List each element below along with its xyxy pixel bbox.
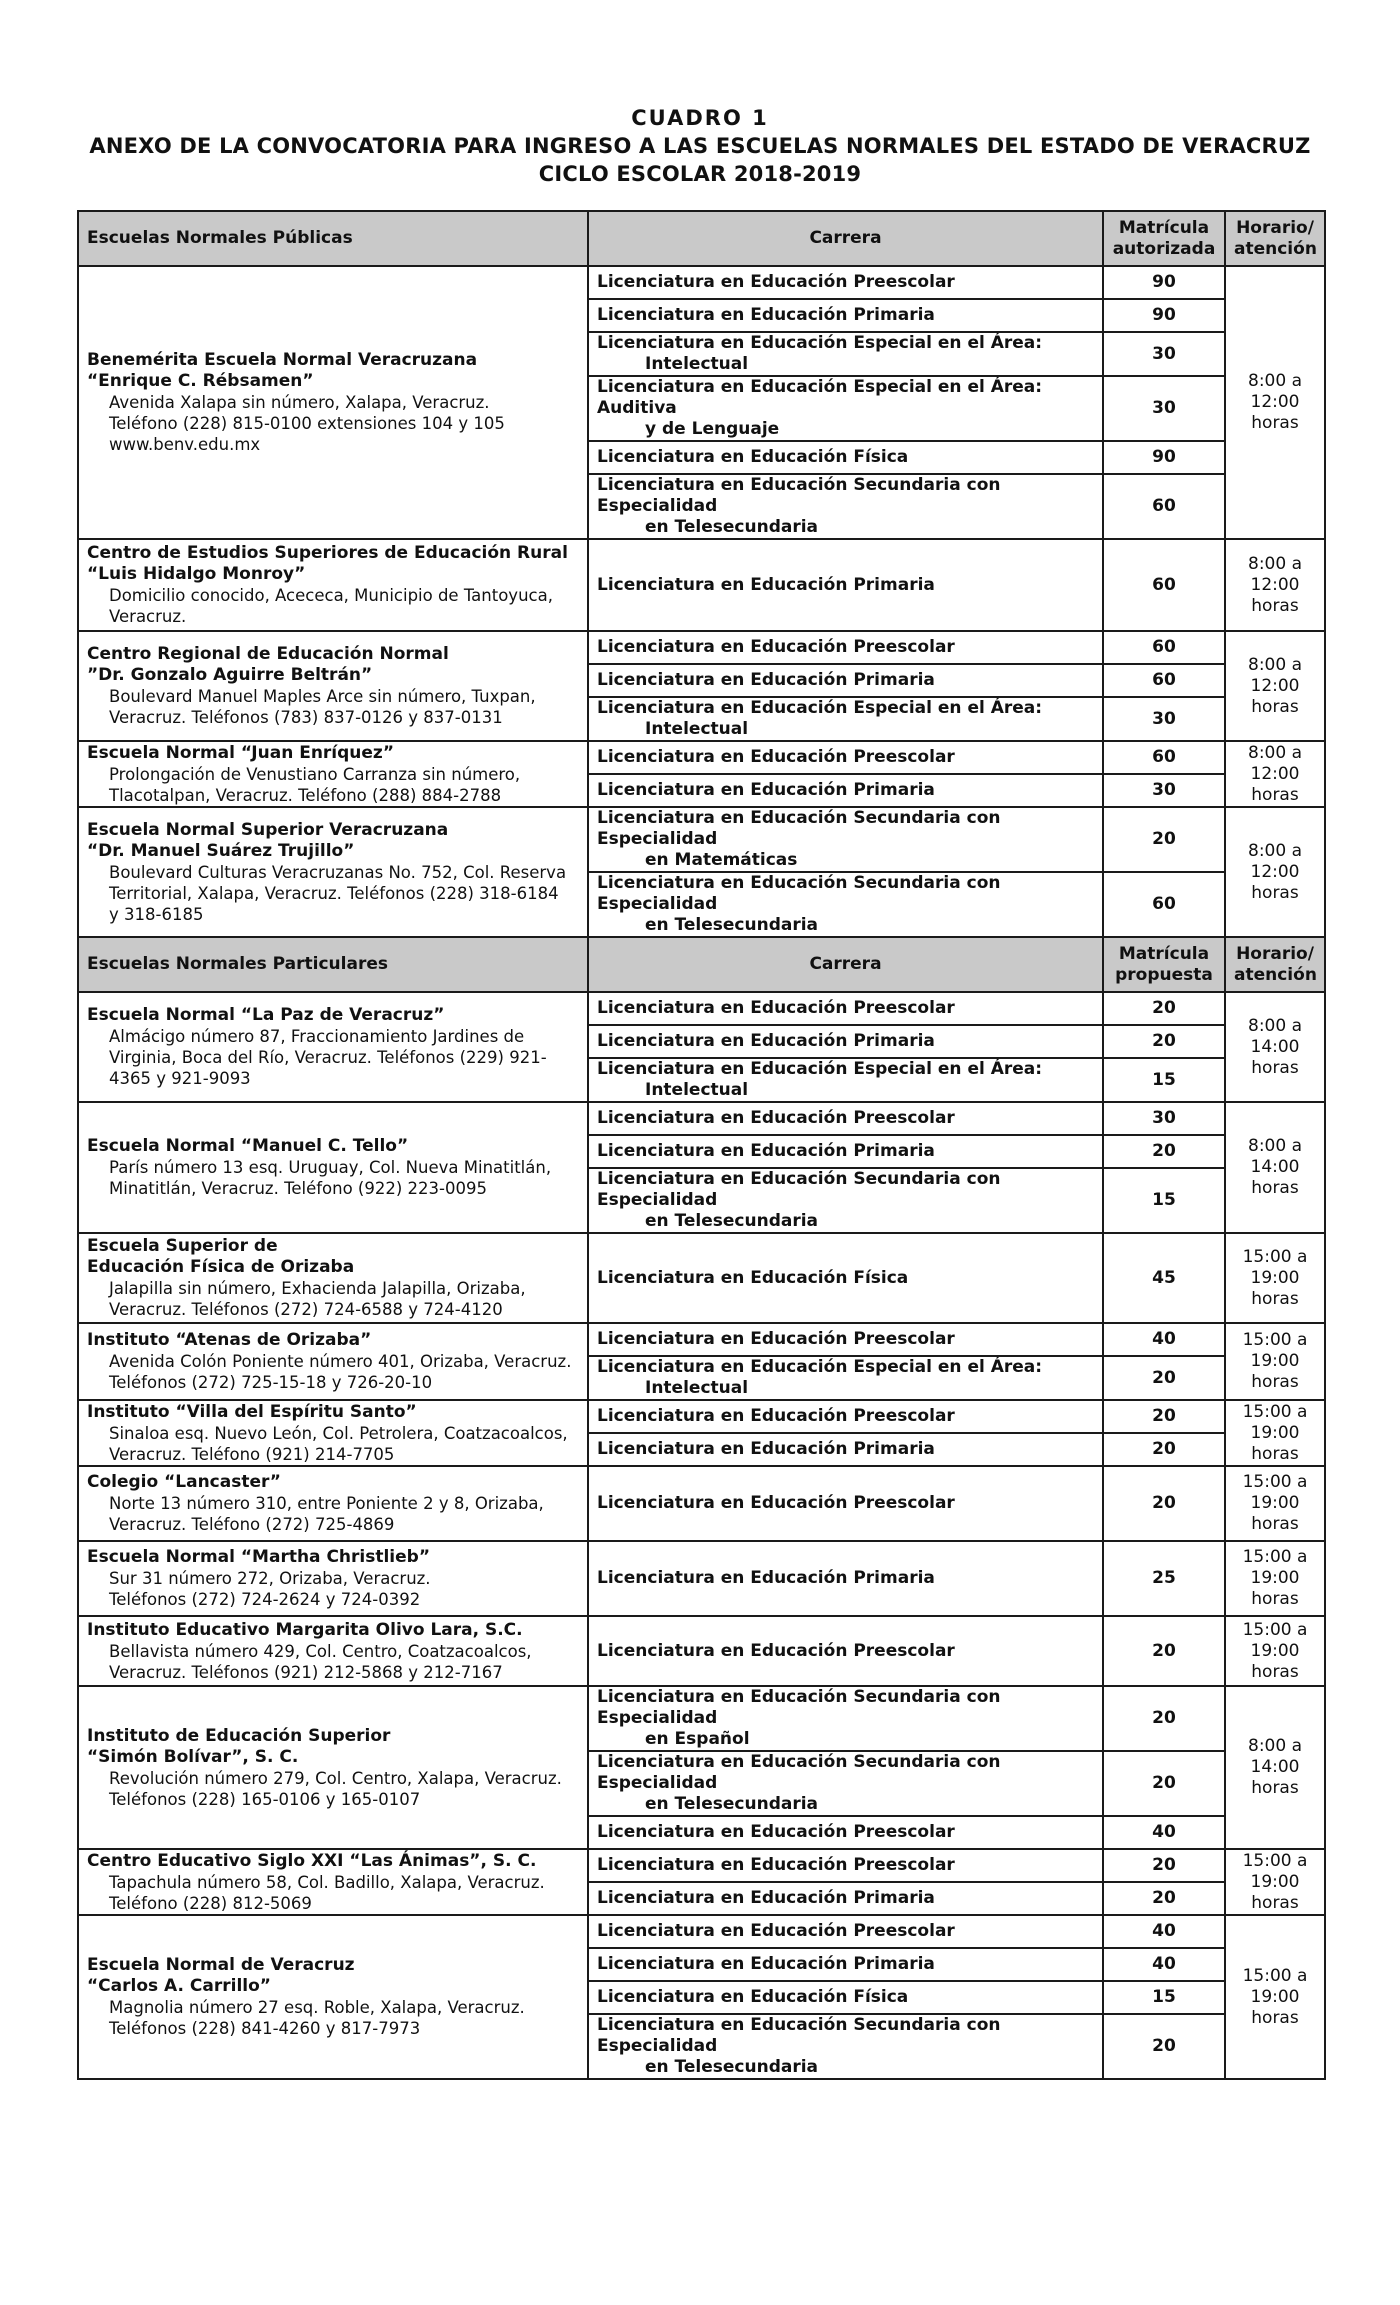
table-row	[78, 807, 1325, 872]
carrera-cell	[588, 741, 1103, 774]
carrera-label: Licenciatura en Educación Secundaria con Especialidad	[597, 873, 1001, 914]
carrera-label: Licenciatura en Educación Especial en el Área:	[597, 698, 1043, 718]
carrera-label: Licenciatura en Educación Secundaria con Especialidad	[597, 1687, 1001, 1728]
matricula-cell: 20	[1103, 1686, 1225, 1751]
school-info: Territorial, Xalapa, Veracruz. Teléfonos (228) 318-6184	[109, 883, 559, 903]
horario-line: 15:00 a	[1242, 1246, 1308, 1267]
school-cell	[78, 1102, 588, 1233]
horario-cell	[1225, 1849, 1325, 1915]
carrera-cell	[588, 664, 1103, 697]
matricula-cell: 40	[1103, 1323, 1225, 1356]
table-row	[78, 1616, 1325, 1686]
horario-line: horas	[1251, 1892, 1299, 1913]
carrera-label: Licenciatura en Educación Preescolar	[597, 1329, 955, 1349]
horario-line: horas	[1251, 413, 1299, 433]
matricula-cell: 30	[1103, 697, 1225, 741]
carrera-cell	[588, 1025, 1103, 1058]
carrera-cell	[588, 1981, 1103, 2014]
school-name: Educación Física de Orizaba	[87, 1257, 355, 1277]
matricula-cell: 40	[1103, 1948, 1225, 1981]
carrera-cell	[588, 1356, 1103, 1400]
school-name: Escuela Normal “Juan Enríquez”	[87, 742, 395, 763]
carrera-label: Licenciatura en Educación Secundaria con Especialidad	[597, 2015, 1001, 2056]
horario-line: horas	[1251, 1514, 1299, 1534]
horario-line: horas	[1251, 1057, 1299, 1078]
header-schools: Escuelas Normales Públicas	[78, 211, 588, 266]
carrera-label: Licenciatura en Educación Especial en el Área:	[597, 1357, 1043, 1377]
school-name: “Enrique C. Rébsamen”	[87, 371, 314, 391]
school-name: Escuela Normal Superior Veracruzana	[87, 819, 449, 840]
school-info: Revolución número 279, Col. Centro, Xalapa, Veracruz.	[109, 1768, 562, 1788]
carrera-cell	[588, 1135, 1103, 1168]
school-info: Tapachula número 58, Col. Badillo, Xalapa, Veracruz.	[109, 1872, 545, 1892]
carrera-cell	[588, 807, 1103, 872]
school-info: Veracruz. Teléfonos (921) 212-5868 y 212-7167	[109, 1662, 503, 1682]
matricula-cell: 20	[1103, 1466, 1225, 1541]
horario-line: 14:00	[1250, 1757, 1300, 1777]
carrera-label: Licenciatura en Educación Preescolar	[597, 747, 955, 767]
horario-line: horas	[1251, 1443, 1299, 1464]
header-horario: Horario/ atención	[1225, 211, 1325, 266]
school-info: y 318-6185	[109, 904, 204, 924]
matricula-cell: 60	[1103, 474, 1225, 539]
school-name: “Simón Bolívar”, S. C.	[87, 1746, 299, 1767]
carrera-label: en Telesecundaria	[645, 2057, 819, 2077]
school-name: Instituto Educativo Margarita Olivo Lara, S.C.	[87, 1619, 523, 1640]
matricula-cell: 45	[1103, 1233, 1225, 1323]
horario-cell	[1225, 1616, 1325, 1686]
school-cell	[78, 266, 588, 539]
matricula-cell: 15	[1103, 1058, 1225, 1102]
carrera-cell	[588, 376, 1103, 441]
school-cell	[78, 1541, 588, 1616]
school-info: Sinaloa esq. Nuevo León, Col. Petrolera, Coatzacoalcos,	[109, 1423, 568, 1443]
school-name: Escuela Normal de Veracruz	[87, 1955, 355, 1975]
carrera-label: Licenciatura en Educación Preescolar	[597, 1406, 955, 1426]
school-name: Escuela Normal “Martha Christlieb”	[87, 1547, 431, 1567]
horario-line: horas	[1251, 784, 1299, 805]
horario-cell	[1225, 992, 1325, 1102]
horario-cell	[1225, 631, 1325, 741]
horario-cell	[1225, 1400, 1325, 1466]
school-info: Teléfono (228) 815-0100 extensiones 104 y 105	[109, 414, 505, 433]
table-row	[78, 1323, 1325, 1356]
carrera-label: Licenciatura en Educación Primaria	[597, 1888, 935, 1908]
carrera-cell	[588, 1168, 1103, 1233]
school-info: Veracruz.	[109, 607, 187, 626]
header-carrera: Carrera	[588, 211, 1103, 266]
horario-line: 8:00 a	[1248, 742, 1302, 763]
school-info: Teléfonos (228) 165-0106 y 165-0107	[109, 1789, 421, 1809]
carrera-label: Licenciatura en Educación Primaria	[597, 574, 935, 595]
matricula-cell: 20	[1103, 807, 1225, 872]
table-row	[78, 1915, 1325, 1948]
horario-line: 15:00 a	[1242, 1619, 1308, 1640]
matricula-cell: 25	[1103, 1541, 1225, 1616]
matricula-cell: 20	[1103, 1751, 1225, 1816]
matricula-cell: 20	[1103, 1356, 1225, 1400]
carrera-cell	[588, 631, 1103, 664]
matricula-cell: 20	[1103, 1135, 1225, 1168]
horario-line: 19:00	[1250, 1871, 1300, 1892]
matricula-cell: 20	[1103, 1400, 1225, 1433]
horario-line: 12:00	[1250, 392, 1300, 412]
horario-line: 8:00 a	[1248, 840, 1302, 861]
matricula-cell: 60	[1103, 872, 1225, 937]
horario-line: 14:00	[1250, 1036, 1300, 1057]
carrera-cell	[588, 441, 1103, 474]
carrera-label: Intelectual	[645, 1080, 749, 1100]
school-info: Almácigo número 87, Fraccionamiento Jardines de	[109, 1027, 525, 1046]
school-cell	[78, 807, 588, 937]
carrera-cell	[588, 1686, 1103, 1751]
school-name: “Luis Hidalgo Monroy”	[87, 564, 306, 584]
school-info: Avenida Colón Poniente número 401, Orizaba, Veracruz.	[109, 1352, 572, 1371]
horario-line: horas	[1251, 1778, 1299, 1798]
horario-line: 8:00 a	[1248, 1136, 1302, 1156]
matricula-cell: 30	[1103, 774, 1225, 807]
school-info: Veracruz. Teléfonos (783) 837-0126 y 837-0131	[109, 708, 503, 727]
horario-line: 15:00 a	[1242, 1330, 1308, 1350]
matricula-cell: 30	[1103, 1102, 1225, 1135]
school-cell	[78, 539, 588, 631]
school-name: Escuela Normal “Manuel C. Tello”	[87, 1136, 409, 1156]
carrera-cell	[588, 1816, 1103, 1849]
horario-line: 15:00 a	[1242, 1547, 1308, 1567]
carrera-cell	[588, 1466, 1103, 1541]
horario-line: horas	[1251, 882, 1299, 903]
carrera-cell	[588, 1849, 1103, 1882]
school-info: Veracruz. Teléfonos (272) 724-6588 y 724-4120	[109, 1300, 503, 1319]
school-info: Minatitlán, Veracruz. Teléfono (922) 223-0095	[109, 1179, 487, 1198]
school-info: París número 13 esq. Uruguay, Col. Nueva Minatitlán,	[109, 1158, 552, 1177]
carrera-label: Licenciatura en Educación Preescolar	[597, 272, 955, 292]
horario-line: horas	[1251, 1288, 1299, 1309]
carrera-label: Licenciatura en Educación Física	[597, 1267, 909, 1288]
carrera-label: Licenciatura en Educación Especial en el Área:	[597, 1059, 1043, 1079]
matricula-cell: 20	[1103, 992, 1225, 1025]
carrera-cell	[588, 1616, 1103, 1686]
school-info: Boulevard Manuel Maples Arce sin número, Tuxpan,	[109, 687, 536, 706]
matricula-cell: 60	[1103, 664, 1225, 697]
matricula-cell: 30	[1103, 376, 1225, 441]
matricula-cell: 90	[1103, 299, 1225, 332]
table-row	[78, 1541, 1325, 1616]
table-row	[78, 1686, 1325, 1751]
horario-cell	[1225, 1323, 1325, 1400]
horario-cell	[1225, 1915, 1325, 2079]
school-info: 4365 y 921-9093	[109, 1069, 251, 1088]
table-row	[78, 741, 1325, 774]
matricula-cell: 20	[1103, 1025, 1225, 1058]
table-row	[78, 1233, 1325, 1323]
carrera-label: en Matemáticas	[645, 850, 798, 870]
carrera-label: Licenciatura en Educación Preescolar	[597, 1822, 955, 1842]
school-name: Escuela Normal “La Paz de Veracruz”	[87, 1005, 445, 1025]
carrera-label: Licenciatura en Educación Física	[597, 1987, 909, 2007]
document-cycle: CICLO ESCOLAR 2018-2019	[538, 162, 862, 186]
carrera-label: Licenciatura en Educación Preescolar	[597, 1108, 955, 1128]
horario-line: 19:00	[1250, 1493, 1300, 1513]
carrera-cell	[588, 1433, 1103, 1466]
header-matricula: Matrícula autorizada	[1103, 211, 1225, 266]
school-info: Sur 31 número 272, Orizaba, Veracruz.	[109, 1569, 431, 1588]
carrera-label: Licenciatura en Educación Preescolar	[597, 998, 955, 1018]
school-name: Instituto “Atenas de Orizaba”	[87, 1330, 372, 1350]
table-row	[78, 539, 1325, 631]
school-cell	[78, 1616, 588, 1686]
school-name: Escuela Superior de	[87, 1236, 278, 1256]
school-name: Benemérita Escuela Normal Veracruzana	[87, 350, 478, 370]
school-name: “Dr. Manuel Suárez Trujillo”	[87, 840, 355, 861]
horario-line: 19:00	[1250, 1568, 1300, 1588]
carrera-label: en Telesecundaria	[645, 517, 819, 537]
horario-line: horas	[1251, 1661, 1299, 1682]
horario-cell	[1225, 1541, 1325, 1616]
school-cell	[78, 1400, 588, 1466]
carrera-cell	[588, 774, 1103, 807]
horario-line: 15:00 a	[1242, 1401, 1308, 1422]
school-cell	[78, 1466, 588, 1541]
table-row	[78, 1849, 1325, 1882]
school-cell	[78, 1915, 588, 2079]
carrera-cell	[588, 992, 1103, 1025]
school-info: Norte 13 número 310, entre Poniente 2 y 8, Orizaba,	[109, 1494, 544, 1513]
school-info: Avenida Xalapa sin número, Xalapa, Veracruz.	[109, 393, 490, 412]
carrera-label: Licenciatura en Educación Primaria	[597, 780, 935, 800]
school-name: Centro de Estudios Superiores de Educación Rural	[87, 543, 568, 563]
carrera-label: Licenciatura en Educación Secundaria con Especialidad	[597, 808, 1001, 849]
horario-cell	[1225, 741, 1325, 807]
horario-line: 19:00	[1250, 1986, 1300, 2007]
horario-cell	[1225, 1102, 1325, 1233]
horario-line: 19:00	[1250, 1640, 1300, 1661]
school-cell	[78, 1233, 588, 1323]
table-row	[78, 631, 1325, 664]
document-titles	[0, 104, 1400, 188]
school-info: Teléfonos (228) 841-4260 y 817-7973	[109, 2019, 421, 2038]
horario-line: 12:00	[1250, 675, 1300, 696]
school-cell	[78, 1323, 588, 1400]
school-name: Colegio “Lancaster”	[87, 1472, 281, 1492]
matricula-cell: 20	[1103, 1882, 1225, 1915]
school-info: Teléfonos (272) 725-15-18 y 726-20-10	[109, 1373, 433, 1392]
matricula-cell: 60	[1103, 631, 1225, 664]
horario-line: horas	[1251, 2007, 1299, 2028]
section-header-row	[78, 211, 1325, 266]
horario-line: 8:00 a	[1248, 371, 1302, 391]
school-name: “Carlos A. Carrillo”	[87, 1976, 271, 1996]
school-info: Magnolia número 27 esq. Roble, Xalapa, Veracruz.	[109, 1998, 525, 2017]
carrera-label: Licenciatura en Educación Física	[597, 447, 909, 467]
school-info: Veracruz. Teléfono (921) 214-7705	[109, 1444, 395, 1464]
carrera-cell	[588, 1882, 1103, 1915]
carrera-label: Licenciatura en Educación Secundaria con Especialidad	[597, 1752, 1001, 1793]
carrera-cell	[588, 266, 1103, 299]
table-row	[78, 992, 1325, 1025]
carrera-cell	[588, 1323, 1103, 1356]
carrera-label: Licenciatura en Educación Primaria	[597, 1439, 935, 1459]
school-info: Jalapilla sin número, Exhacienda Jalapilla, Orizaba,	[109, 1279, 526, 1298]
carrera-label: en Telesecundaria	[645, 1794, 819, 1814]
matricula-cell: 20	[1103, 1433, 1225, 1466]
carrera-label: en Telesecundaria	[645, 1211, 819, 1231]
matricula-cell: 15	[1103, 1168, 1225, 1233]
matricula-cell: 60	[1103, 539, 1225, 631]
carrera-label: Licenciatura en Educación Primaria	[597, 670, 935, 690]
school-info: www.benv.edu.mx	[109, 435, 261, 454]
horario-line: 15:00 a	[1242, 1472, 1308, 1492]
matricula-cell: 20	[1103, 1616, 1225, 1686]
carrera-label: Licenciatura en Educación Preescolar	[597, 1855, 955, 1875]
header-matricula: Matrícula propuesta	[1103, 937, 1225, 992]
horario-line: horas	[1251, 595, 1299, 616]
carrera-label: Licenciatura en Educación Primaria	[597, 305, 935, 325]
carrera-label: Intelectual	[645, 354, 749, 374]
horario-cell	[1225, 1686, 1325, 1849]
school-name: ”Dr. Gonzalo Aguirre Beltrán”	[87, 665, 373, 685]
carrera-label: Licenciatura en Educación Secundaria con Especialidad	[597, 475, 1001, 516]
schools-table-body	[78, 211, 1325, 2079]
school-cell	[78, 992, 588, 1102]
school-info: Virginia, Boca del Río, Veracruz. Teléfonos (229) 921-	[109, 1048, 547, 1067]
horario-line: horas	[1251, 696, 1299, 717]
horario-line: horas	[1251, 1589, 1299, 1609]
carrera-cell	[588, 1948, 1103, 1981]
carrera-cell	[588, 1102, 1103, 1135]
carrera-cell	[588, 1233, 1103, 1323]
school-cell	[78, 631, 588, 741]
school-cell	[78, 1686, 588, 1849]
school-info: Teléfonos (272) 724-2624 y 724-0392	[109, 1590, 421, 1609]
school-name: Instituto de Educación Superior	[87, 1725, 391, 1746]
horario-line: 8:00 a	[1248, 654, 1302, 675]
carrera-label: Licenciatura en Educación Secundaria con Especialidad	[597, 1169, 1001, 1210]
school-info: Boulevard Culturas Veracruzanas No. 752, Col. Reserva	[109, 862, 567, 882]
horario-line: 12:00	[1250, 763, 1300, 784]
carrera-label: Licenciatura en Educación Primaria	[597, 1954, 935, 1974]
carrera-label: Licenciatura en Educación Preescolar	[597, 1640, 955, 1661]
horario-cell	[1225, 1466, 1325, 1541]
horario-line: 8:00 a	[1248, 1015, 1302, 1036]
horario-cell	[1225, 539, 1325, 631]
carrera-cell	[588, 1751, 1103, 1816]
matricula-cell: 40	[1103, 1915, 1225, 1948]
horario-line: horas	[1251, 1178, 1299, 1198]
school-info: Veracruz. Teléfono (272) 725-4869	[109, 1515, 395, 1534]
horario-line: 12:00	[1250, 861, 1300, 882]
school-info: Tlacotalpan, Veracruz. Teléfono (288) 884-2788	[109, 785, 502, 805]
carrera-cell	[588, 697, 1103, 741]
header-carrera: Carrera	[588, 937, 1103, 992]
carrera-label: en Telesecundaria	[645, 915, 819, 935]
carrera-label: en Español	[645, 1729, 750, 1749]
horario-line: 15:00 a	[1242, 1965, 1308, 1986]
school-name: Instituto “Villa del Espíritu Santo”	[87, 1401, 417, 1422]
carrera-cell	[588, 1541, 1103, 1616]
section-header-row	[78, 937, 1325, 992]
table-row	[78, 1466, 1325, 1541]
school-name: Centro Educativo Siglo XXI “Las Ánimas”, S. C.	[87, 1850, 537, 1871]
matricula-cell: 20	[1103, 2014, 1225, 2079]
table-row	[78, 1400, 1325, 1433]
carrera-cell	[588, 539, 1103, 631]
horario-line: 8:00 a	[1248, 1736, 1302, 1756]
carrera-label: Licenciatura en Educación Primaria	[597, 1031, 935, 1051]
carrera-label: Licenciatura en Educación Especial en el Área: Auditiva	[597, 377, 1043, 418]
horario-cell	[1225, 1233, 1325, 1323]
school-info: Prolongación de Venustiano Carranza sin número,	[109, 764, 521, 784]
carrera-label: Intelectual	[645, 1378, 749, 1398]
matricula-cell: 90	[1103, 266, 1225, 299]
carrera-label: y de Lenguaje	[645, 419, 780, 439]
carrera-cell	[588, 332, 1103, 376]
carrera-cell	[588, 1915, 1103, 1948]
carrera-cell	[588, 1400, 1103, 1433]
horario-line: 8:00 a	[1248, 553, 1302, 574]
school-cell	[78, 1849, 588, 1915]
carrera-label: Licenciatura en Educación Preescolar	[597, 1921, 955, 1941]
table-row	[78, 266, 1325, 299]
horario-line: 14:00	[1250, 1157, 1300, 1177]
document-subtitle: ANEXO DE LA CONVOCATORIA PARA INGRESO A LAS ESCUELAS NORMALES DEL ESTADO DE VERACRUZ	[89, 134, 1311, 158]
carrera-label: Licenciatura en Educación Preescolar	[597, 1493, 955, 1513]
school-cell	[78, 741, 588, 807]
header-horario: Horario/ atención	[1225, 937, 1325, 992]
carrera-cell	[588, 872, 1103, 937]
school-name: Centro Regional de Educación Normal	[87, 644, 449, 664]
horario-cell	[1225, 266, 1325, 539]
carrera-cell	[588, 474, 1103, 539]
document-title: CUADRO 1	[631, 106, 769, 130]
matricula-cell: 60	[1103, 741, 1225, 774]
school-info: Teléfono (228) 812-5069	[109, 1893, 312, 1913]
school-info: Bellavista número 429, Col. Centro, Coatzacoalcos,	[109, 1641, 532, 1661]
matricula-cell: 90	[1103, 441, 1225, 474]
carrera-label: Licenciatura en Educación Especial en el Área:	[597, 333, 1043, 353]
carrera-cell	[588, 1058, 1103, 1102]
carrera-label: Licenciatura en Educación Preescolar	[597, 637, 955, 657]
matricula-cell: 30	[1103, 332, 1225, 376]
school-info: Domicilio conocido, Acececa, Municipio de Tantoyuca,	[109, 586, 553, 605]
carrera-label: Intelectual	[645, 719, 749, 739]
carrera-label: Licenciatura en Educación Primaria	[597, 1141, 935, 1161]
header-schools: Escuelas Normales Particulares	[78, 937, 588, 992]
matricula-cell: 40	[1103, 1816, 1225, 1849]
carrera-cell	[588, 2014, 1103, 2079]
matricula-cell: 20	[1103, 1849, 1225, 1882]
horario-cell	[1225, 807, 1325, 937]
horario-line: 19:00	[1250, 1267, 1300, 1288]
horario-line: horas	[1251, 1372, 1299, 1392]
matricula-cell: 15	[1103, 1981, 1225, 2014]
horario-line: 19:00	[1250, 1422, 1300, 1443]
carrera-cell	[588, 299, 1103, 332]
horario-line: 15:00 a	[1242, 1850, 1308, 1871]
table-row	[78, 1102, 1325, 1135]
carrera-label: Licenciatura en Educación Primaria	[597, 1568, 935, 1588]
horario-line: 12:00	[1250, 574, 1300, 595]
schools-table	[77, 210, 1326, 2080]
horario-line: 19:00	[1250, 1351, 1300, 1371]
